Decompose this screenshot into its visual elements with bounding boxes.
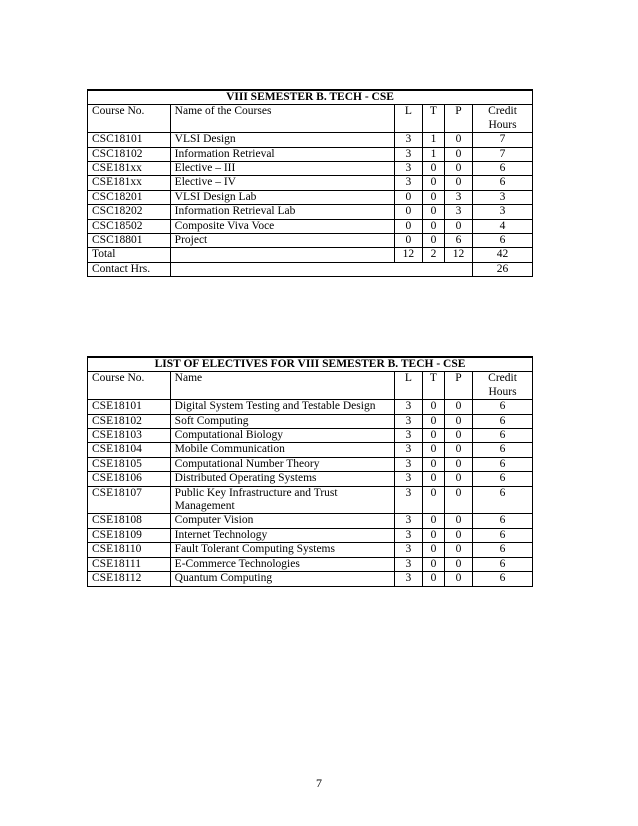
credit-hours: 6 bbox=[473, 457, 533, 471]
tutorial-hours: 0 bbox=[423, 528, 445, 542]
header-p: P bbox=[444, 105, 472, 133]
lecture-hours: 3 bbox=[394, 133, 422, 147]
credit-hours: 3 bbox=[473, 190, 533, 204]
credit-hours: 6 bbox=[473, 176, 533, 190]
table-row bbox=[88, 234, 533, 248]
practical-hours: 0 bbox=[444, 414, 472, 428]
course-name: Soft Computing bbox=[170, 414, 394, 428]
course-name: Distributed Operating Systems bbox=[170, 472, 394, 486]
header-l: L bbox=[394, 105, 422, 133]
course-code: CSC18801 bbox=[88, 234, 171, 248]
practical-hours: 0 bbox=[444, 472, 472, 486]
table-row bbox=[88, 528, 533, 542]
practical-hours: 0 bbox=[444, 176, 472, 190]
table-row bbox=[88, 190, 533, 204]
table-row bbox=[88, 133, 533, 147]
lecture-hours: 3 bbox=[394, 557, 422, 571]
electives-header-row bbox=[88, 372, 533, 400]
header-credit-hours bbox=[473, 372, 533, 400]
credit-hours: 6 bbox=[473, 234, 533, 248]
credit-hours: 3 bbox=[473, 205, 533, 219]
lecture-hours: 3 bbox=[394, 147, 422, 161]
course-name: Composite Viva Voce bbox=[170, 219, 394, 233]
course-code: CSC18201 bbox=[88, 190, 171, 204]
lecture-hours: 3 bbox=[394, 472, 422, 486]
lecture-hours: 0 bbox=[394, 190, 422, 204]
electives-table-title: LIST OF ELECTIVES FOR VIII SEMESTER B. TECH - CSE bbox=[88, 357, 533, 372]
practical-hours: 0 bbox=[444, 543, 472, 557]
course-name: Computational Biology bbox=[170, 429, 394, 443]
header-credit-line1: Credit bbox=[488, 105, 517, 118]
header-course-no: Course No. bbox=[88, 372, 171, 400]
semester-course-table bbox=[87, 89, 533, 277]
tutorial-hours: 0 bbox=[423, 572, 445, 586]
credit-hours: 6 bbox=[473, 414, 533, 428]
course-name: Internet Technology bbox=[170, 528, 394, 542]
practical-hours: 0 bbox=[444, 486, 472, 514]
tutorial-hours: 0 bbox=[423, 205, 445, 219]
lecture-hours: 3 bbox=[394, 528, 422, 542]
tutorial-hours: 0 bbox=[423, 429, 445, 443]
tutorial-hours: 0 bbox=[423, 414, 445, 428]
credit-hours: 6 bbox=[473, 543, 533, 557]
course-code: CSC18102 bbox=[88, 147, 171, 161]
table-row bbox=[88, 486, 533, 514]
header-credit-hours bbox=[473, 105, 533, 133]
course-name: Computer Vision bbox=[170, 514, 394, 528]
tutorial-hours: 0 bbox=[423, 162, 445, 176]
course-name: Mobile Communication bbox=[170, 443, 394, 457]
header-course-name: Name of the Courses bbox=[170, 105, 394, 133]
lecture-hours: 3 bbox=[394, 429, 422, 443]
electives-table bbox=[87, 356, 533, 587]
credit-hours: 6 bbox=[473, 400, 533, 414]
table-row bbox=[88, 176, 533, 190]
credit-hours: 6 bbox=[473, 486, 533, 514]
course-code: CSE18112 bbox=[88, 572, 171, 586]
credit-hours: 6 bbox=[473, 162, 533, 176]
tutorial-hours: 0 bbox=[423, 514, 445, 528]
credit-hours: 6 bbox=[473, 557, 533, 571]
credit-hours: 4 bbox=[473, 219, 533, 233]
tutorial-hours: 0 bbox=[423, 190, 445, 204]
course-name: Information Retrieval bbox=[170, 147, 394, 161]
table-row bbox=[88, 443, 533, 457]
table-row bbox=[88, 472, 533, 486]
credit-hours: 6 bbox=[473, 472, 533, 486]
course-code: CSE18106 bbox=[88, 472, 171, 486]
table-row bbox=[88, 400, 533, 414]
total-row bbox=[88, 248, 533, 262]
table-row bbox=[88, 162, 533, 176]
course-name: E-Commerce Technologies bbox=[170, 557, 394, 571]
tutorial-hours: 0 bbox=[423, 543, 445, 557]
table-row bbox=[88, 457, 533, 471]
practical-hours: 0 bbox=[444, 443, 472, 457]
course-name: Information Retrieval Lab bbox=[170, 205, 394, 219]
course-name: Elective – III bbox=[170, 162, 394, 176]
lecture-hours: 3 bbox=[394, 486, 422, 514]
practical-hours: 0 bbox=[444, 162, 472, 176]
practical-hours: 3 bbox=[444, 190, 472, 204]
table-row bbox=[88, 429, 533, 443]
tutorial-hours: 0 bbox=[423, 443, 445, 457]
tutorial-hours: 0 bbox=[423, 219, 445, 233]
table-row bbox=[88, 414, 533, 428]
course-code: CSE181xx bbox=[88, 162, 171, 176]
course-code: CSC18101 bbox=[88, 133, 171, 147]
credit-hours: 6 bbox=[473, 514, 533, 528]
course-code: CSE18102 bbox=[88, 414, 171, 428]
header-credit-line1: Credit bbox=[488, 372, 517, 385]
table-row bbox=[88, 219, 533, 233]
course-name: Digital System Testing and Testable Design bbox=[170, 400, 394, 414]
course-code: CSE18111 bbox=[88, 557, 171, 571]
practical-hours: 0 bbox=[444, 528, 472, 542]
tutorial-hours: 0 bbox=[423, 472, 445, 486]
total-credit: 42 bbox=[473, 248, 533, 262]
course-code: CSE181xx bbox=[88, 176, 171, 190]
practical-hours: 0 bbox=[444, 147, 472, 161]
course-name: VLSI Design bbox=[170, 133, 394, 147]
lecture-hours: 3 bbox=[394, 457, 422, 471]
practical-hours: 0 bbox=[444, 572, 472, 586]
table-row bbox=[88, 543, 533, 557]
tutorial-hours: 0 bbox=[423, 557, 445, 571]
tutorial-hours: 0 bbox=[423, 176, 445, 190]
lecture-hours: 0 bbox=[394, 219, 422, 233]
lecture-hours: 3 bbox=[394, 443, 422, 457]
lecture-hours: 3 bbox=[394, 543, 422, 557]
practical-hours: 3 bbox=[444, 205, 472, 219]
tutorial-hours: 0 bbox=[423, 400, 445, 414]
semester-table-body bbox=[88, 133, 533, 248]
total-l: 12 bbox=[394, 248, 422, 262]
course-name: Elective – IV bbox=[170, 176, 394, 190]
credit-hours: 6 bbox=[473, 528, 533, 542]
contact-hours-empty bbox=[170, 262, 472, 276]
course-code: CSE18110 bbox=[88, 543, 171, 557]
header-name: Name bbox=[170, 372, 394, 400]
lecture-hours: 3 bbox=[394, 162, 422, 176]
course-code: CSE18104 bbox=[88, 443, 171, 457]
course-code: CSE18101 bbox=[88, 400, 171, 414]
tutorial-hours: 0 bbox=[423, 486, 445, 514]
practical-hours: 0 bbox=[444, 514, 472, 528]
practical-hours: 0 bbox=[444, 429, 472, 443]
total-label: Total bbox=[88, 248, 171, 262]
header-t: T bbox=[423, 372, 445, 400]
lecture-hours: 3 bbox=[394, 400, 422, 414]
practical-hours: 0 bbox=[444, 400, 472, 414]
tutorial-hours: 1 bbox=[423, 147, 445, 161]
table-row bbox=[88, 572, 533, 586]
practical-hours: 0 bbox=[444, 457, 472, 471]
table-row bbox=[88, 205, 533, 219]
contact-hours-row bbox=[88, 262, 533, 276]
course-code: CSE18105 bbox=[88, 457, 171, 471]
credit-hours: 6 bbox=[473, 429, 533, 443]
course-name: Project bbox=[170, 234, 394, 248]
header-course-no: Course No. bbox=[88, 105, 171, 133]
practical-hours: 0 bbox=[444, 557, 472, 571]
credit-hours: 6 bbox=[473, 572, 533, 586]
header-credit-line2: Hours bbox=[488, 118, 517, 131]
electives-table-body bbox=[88, 400, 533, 586]
course-name: VLSI Design Lab bbox=[170, 190, 394, 204]
practical-hours: 0 bbox=[444, 133, 472, 147]
contact-hours-label: Contact Hrs. bbox=[88, 262, 171, 276]
course-code: CSC18202 bbox=[88, 205, 171, 219]
tutorial-hours: 1 bbox=[423, 133, 445, 147]
credit-hours: 7 bbox=[473, 147, 533, 161]
page-number: 7 bbox=[316, 776, 322, 790]
course-code: CSE18109 bbox=[88, 528, 171, 542]
course-code: CSE18108 bbox=[88, 514, 171, 528]
practical-hours: 6 bbox=[444, 234, 472, 248]
credit-hours: 6 bbox=[473, 443, 533, 457]
lecture-hours: 3 bbox=[394, 514, 422, 528]
lecture-hours: 0 bbox=[394, 234, 422, 248]
tutorial-hours: 0 bbox=[423, 457, 445, 471]
credit-hours: 7 bbox=[473, 133, 533, 147]
lecture-hours: 0 bbox=[394, 205, 422, 219]
lecture-hours: 3 bbox=[394, 414, 422, 428]
course-name: Quantum Computing bbox=[170, 572, 394, 586]
course-name: Fault Tolerant Computing Systems bbox=[170, 543, 394, 557]
table-row bbox=[88, 147, 533, 161]
course-name: Computational Number Theory bbox=[170, 457, 394, 471]
tutorial-hours: 0 bbox=[423, 234, 445, 248]
header-t: T bbox=[423, 105, 445, 133]
practical-hours: 0 bbox=[444, 219, 472, 233]
lecture-hours: 3 bbox=[394, 176, 422, 190]
total-name-empty bbox=[170, 248, 394, 262]
semester-table-title: VIII SEMESTER B. TECH - CSE bbox=[88, 90, 533, 105]
course-code: CSE18107 bbox=[88, 486, 171, 514]
header-credit-line2: Hours bbox=[488, 385, 517, 398]
course-code: CSE18103 bbox=[88, 429, 171, 443]
table-row bbox=[88, 514, 533, 528]
table-row bbox=[88, 557, 533, 571]
semester-title-row bbox=[88, 90, 533, 105]
semester-header-row bbox=[88, 105, 533, 133]
contact-hours-value: 26 bbox=[473, 262, 533, 276]
header-p: P bbox=[444, 372, 472, 400]
course-name: Public Key Infrastructure and Trust Management bbox=[170, 486, 394, 514]
course-code: CSC18502 bbox=[88, 219, 171, 233]
lecture-hours: 3 bbox=[394, 572, 422, 586]
total-t: 2 bbox=[423, 248, 445, 262]
total-p: 12 bbox=[444, 248, 472, 262]
header-l: L bbox=[394, 372, 422, 400]
electives-title-row bbox=[88, 357, 533, 372]
